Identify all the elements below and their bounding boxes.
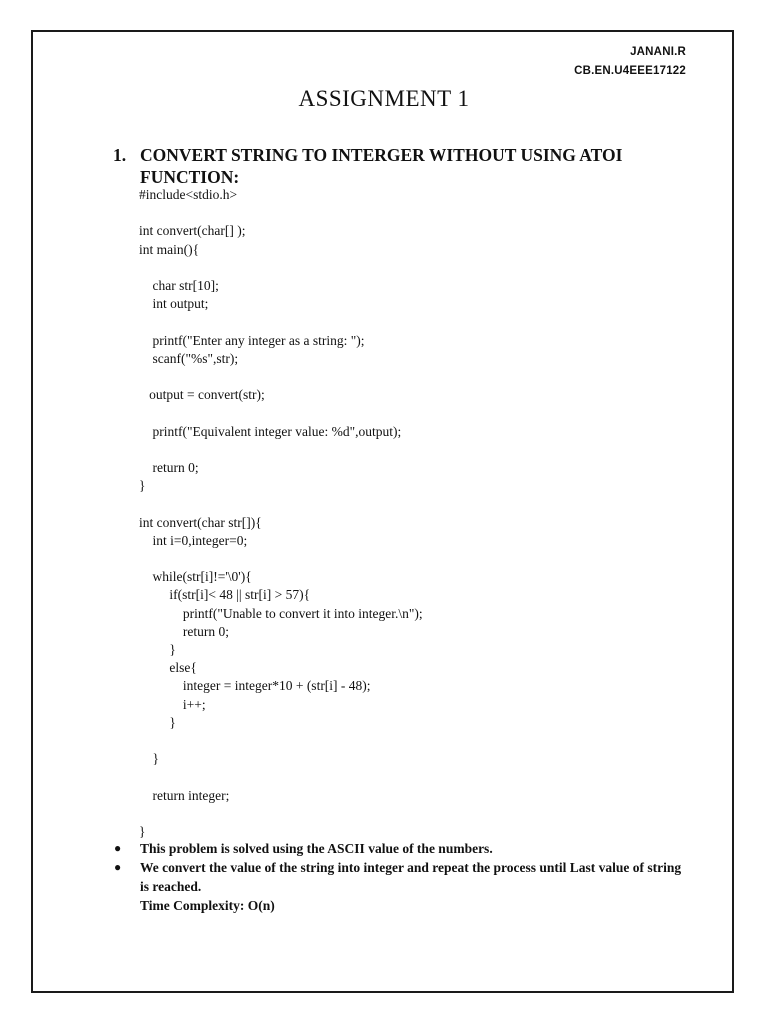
code-listing: #include<stdio.h> int convert(char[] ); int main(){ char str[10]; int output; printf("Enter any integer as a string: "); scanf("%s",str); output = convert(str); printf("Equivalent integer value: %d",output); return 0; } int convert(char str[]){ int i=0,integer=0; while(str[i]!='\0'){ if(str[i]< 48 || str[i] > 57){ printf("Unable to convert it into integer.\n"); return 0; } else{ integer = integer*10 + (str[i] - 48); i++; } } return integer; } [139, 187, 423, 840]
author-block [574, 43, 686, 81]
time-complexity: Time Complexity: O(n) [140, 898, 275, 913]
question-text: CONVERT STRING TO INTERGER WITHOUT USING ATOI FUNCTION: [140, 145, 623, 187]
bullet-icon: ● [114, 860, 122, 874]
author-name: JANANI.R [630, 46, 686, 58]
document-title: ASSIGNMENT 1 [298, 86, 470, 111]
note-text: This problem is solved using the ASCII value of the numbers. [140, 841, 493, 856]
note-item [113, 839, 683, 858]
bullet-icon: ● [114, 841, 122, 855]
note-item [113, 858, 683, 896]
question-number: 1. [113, 145, 127, 165]
notes-list [113, 839, 683, 896]
roll-number: CB.EN.U4EEE17122 [574, 65, 686, 77]
note-text: We convert the value of the string into integer and repeat the process until Last value of string is reached. [140, 860, 682, 894]
